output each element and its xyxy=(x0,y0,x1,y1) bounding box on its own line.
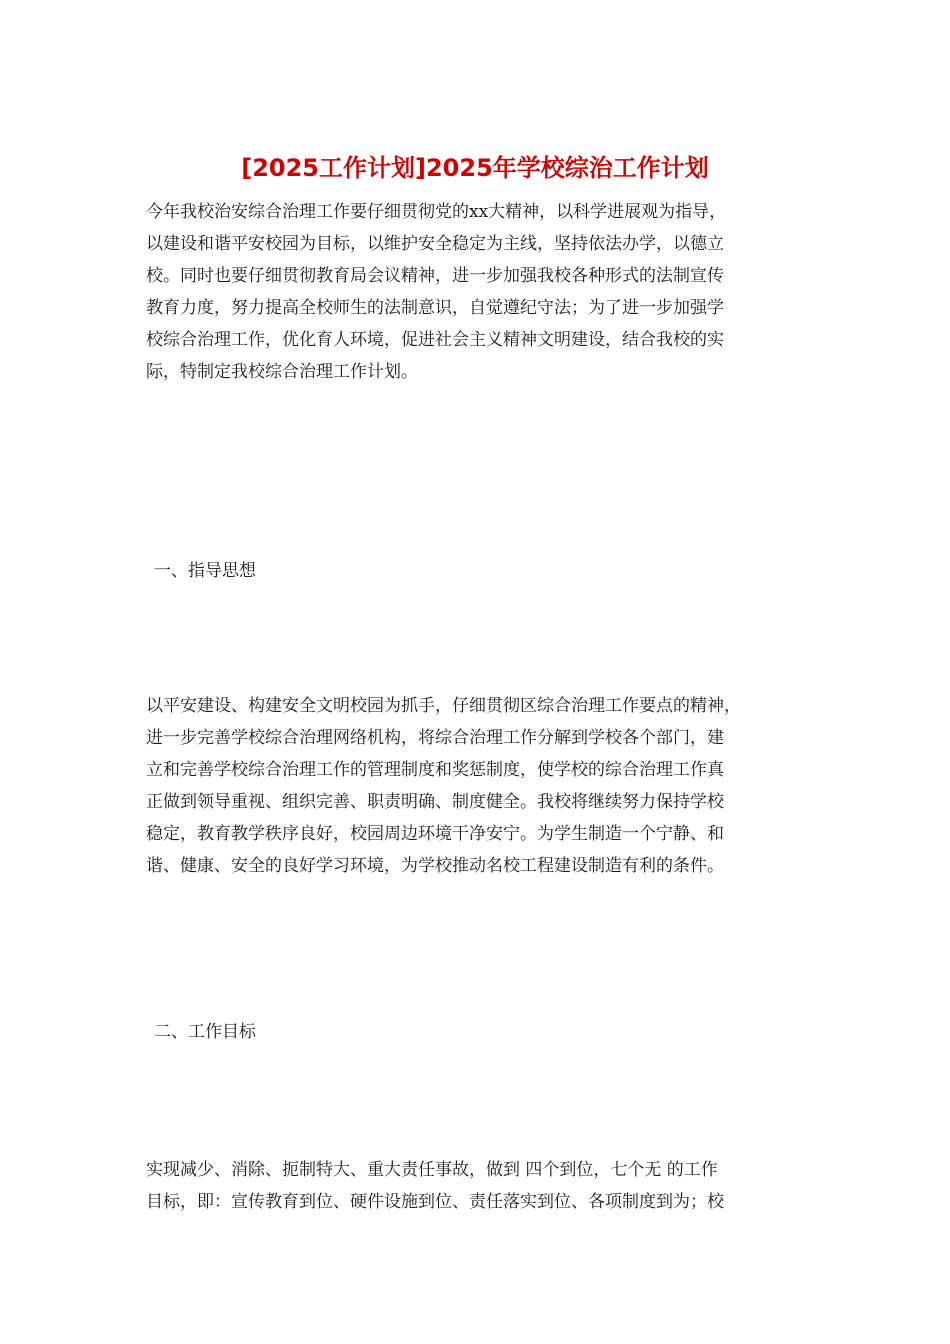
section-heading-work-goals: 二、工作目标 xyxy=(154,1022,256,1042)
text-line: 际，特制定我校综合治理工作计划。 xyxy=(146,362,418,382)
text-line: 今年我校治安综合治理工作要仔细贯彻党的xx大精神，以科学进展观为指导， xyxy=(146,202,727,222)
text-line: 立和完善学校综合治理工作的管理制度和奖惩制度，使学校的综合治理工作真 xyxy=(146,760,724,780)
text-line: 以平安建设、构建安全文明校园为抓手，仔细贯彻区综合治理工作要点的精神， xyxy=(146,696,741,716)
text-line: 以建设和谐平安校园为目标，以维护安全稳定为主线，坚持依法办学，以德立 xyxy=(146,234,724,254)
text-line: 正做到领导重视、组织完善、职责明确、制度健全。我校将继续努力保持学校 xyxy=(146,792,724,812)
document-title: [2025工作计划]2025年学校综治工作计划 xyxy=(241,154,709,182)
work-goals-paragraph xyxy=(146,1154,826,1218)
text-line: 教育力度，努力提高全校师生的法制意识，自觉遵纪守法；为了进一步加强学 xyxy=(146,298,724,318)
guiding-ideology-paragraph xyxy=(146,690,826,882)
text-line: 实现减少、消除、扼制特大、重大责任事故，做到 四个到位，七个无 的工作 xyxy=(146,1160,718,1180)
text-line: 校综合治理工作，优化育人环境，促进社会主义精神文明建设，结合我校的实 xyxy=(146,330,724,350)
text-line: 进一步完善学校综合治理网络机构，将综合治理工作分解到学校各个部门，建 xyxy=(146,728,724,748)
text-line: 目标，即：宣传教育到位、硬件设施到位、责任落实到位、各项制度到为；校 xyxy=(146,1192,724,1212)
text-line: 谐、健康、安全的良好学习环境，为学校推动名校工程建设制造有利的条件。 xyxy=(146,856,724,876)
text-line: 校。同时也要仔细贯彻教育局会议精神，进一步加强我校各种形式的法制宣传 xyxy=(146,266,724,286)
intro-paragraph xyxy=(146,196,826,388)
section-heading-guiding-ideology: 一、指导思想 xyxy=(154,561,256,581)
text-line: 稳定，教育教学秩序良好，校园周边环境干净安宁。为学生制造一个宁静、和 xyxy=(146,824,724,844)
